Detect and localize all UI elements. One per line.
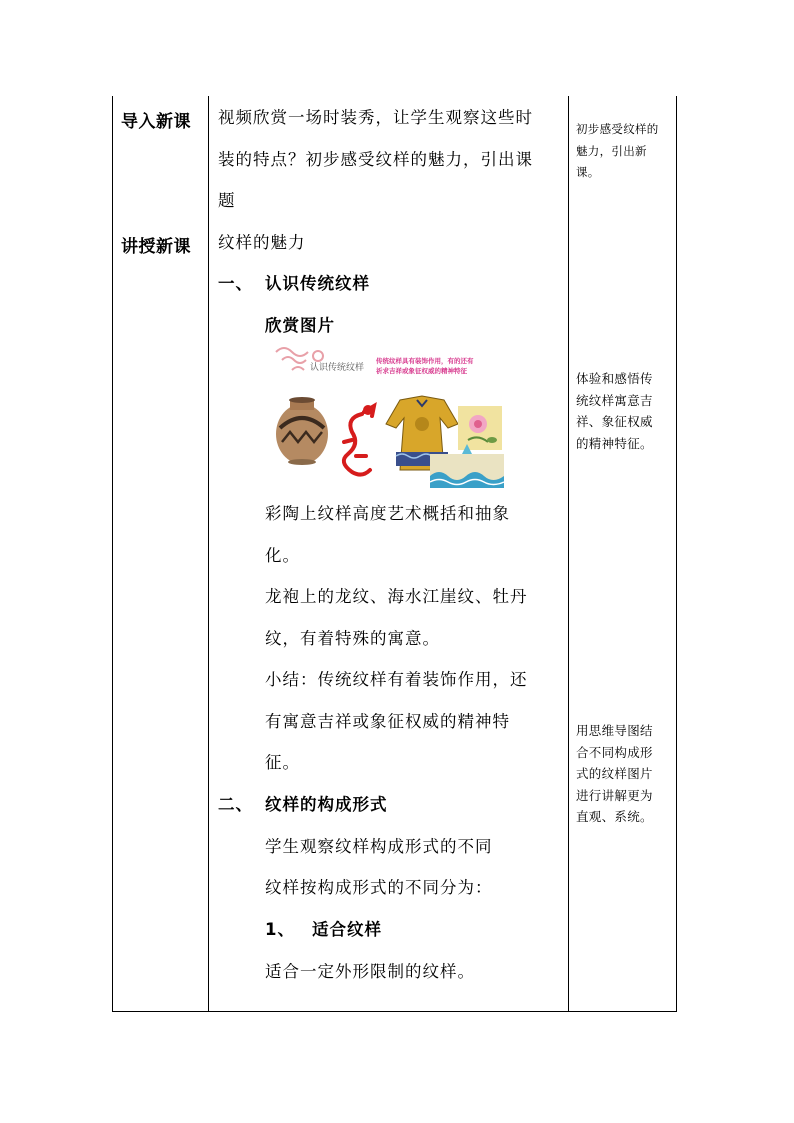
- note-3: [576, 720, 653, 828]
- note-2: [576, 368, 653, 454]
- note-1-line-2: 魅力，引出新: [576, 143, 647, 158]
- paragraph-2-line-1: 龙袍上的龙纹、海水江崖纹、牡丹: [265, 587, 528, 606]
- section-2-number: 二、: [218, 795, 253, 814]
- item-1-number: 1、: [265, 920, 295, 939]
- banner-text: 认识传统纹样: [310, 363, 365, 373]
- table-left-border: [112, 96, 113, 1012]
- red-dragon: [344, 406, 374, 475]
- row-label-teach: 讲授新课: [121, 237, 191, 257]
- note-3-line-5: 直观、系统。: [576, 809, 653, 824]
- pottery-jar: [276, 397, 328, 465]
- item-1-description: 适合一定外形限制的纹样。: [265, 962, 475, 981]
- note-2-line-3: 祥、象征权威: [576, 414, 653, 429]
- peony-tile: [458, 406, 502, 450]
- intro-line-3: 题: [218, 191, 236, 210]
- note-1: [576, 119, 659, 184]
- note-2-line-2: 统纹样寓意吉: [576, 392, 653, 408]
- lesson-topic: 纹样的魅力: [218, 233, 306, 252]
- note-1-line-1: 初步感受纹样的: [576, 122, 659, 136]
- col-divider-2: [568, 96, 569, 1012]
- caption-line-1: 传统纹样具有装饰作用，有的还有: [376, 357, 474, 365]
- note-1-line-3: 课。: [576, 165, 600, 179]
- note-2-line-4: 的精神特征。: [576, 435, 653, 451]
- item-1-title: 适合纹样: [312, 920, 382, 939]
- section-1-title: 认识传统纹样: [265, 274, 370, 293]
- summary-line-3: 征。: [265, 753, 300, 772]
- row-label-intro: 导入新课: [121, 112, 191, 132]
- note-3-line-4: 进行讲解更为: [576, 787, 653, 803]
- summary-line-2: 有寓意吉祥或象征权威的精神特: [265, 712, 510, 731]
- section-2-text-2: 纹样按构成形式的不同分为：: [265, 878, 493, 897]
- paragraph-1-line-1: 彩陶上纹样高度艺术概括和抽象: [265, 504, 510, 523]
- note-3-line-2: 合不同构成形: [576, 744, 653, 760]
- traditional-patterns-image: [272, 344, 508, 490]
- note-2-line-1: 体验和感悟传: [576, 371, 653, 386]
- note-3-line-3: 式的纹样图片: [576, 766, 653, 781]
- summary-line-1: 小结：传统纹样有着装饰作用，还: [265, 670, 528, 689]
- paragraph-1-line-2: 化。: [265, 546, 300, 565]
- table-bottom-border: [112, 1011, 677, 1012]
- section-1-number: 一、: [218, 274, 253, 293]
- section-1-subtitle: 欣赏图片: [265, 316, 335, 335]
- intro-line-1: 视频欣赏一场时装秀，让学生观察这些时: [218, 108, 533, 127]
- intro-line-2: 装的特点？初步感受纹样的魅力，引出课: [218, 150, 533, 169]
- section-2-title: 纹样的构成形式: [265, 795, 388, 814]
- col-divider-1: [208, 96, 209, 1012]
- paragraph-2-line-2: 纹，有着特殊的寓意。: [265, 629, 440, 648]
- section-2-text-1: 学生观察纹样构成形式的不同: [265, 837, 493, 856]
- table-right-border: [676, 96, 677, 1012]
- caption-line-2: 祈求吉祥或象征权威的精神特征: [376, 367, 467, 375]
- note-3-line-1: 用思维导图结: [576, 723, 653, 738]
